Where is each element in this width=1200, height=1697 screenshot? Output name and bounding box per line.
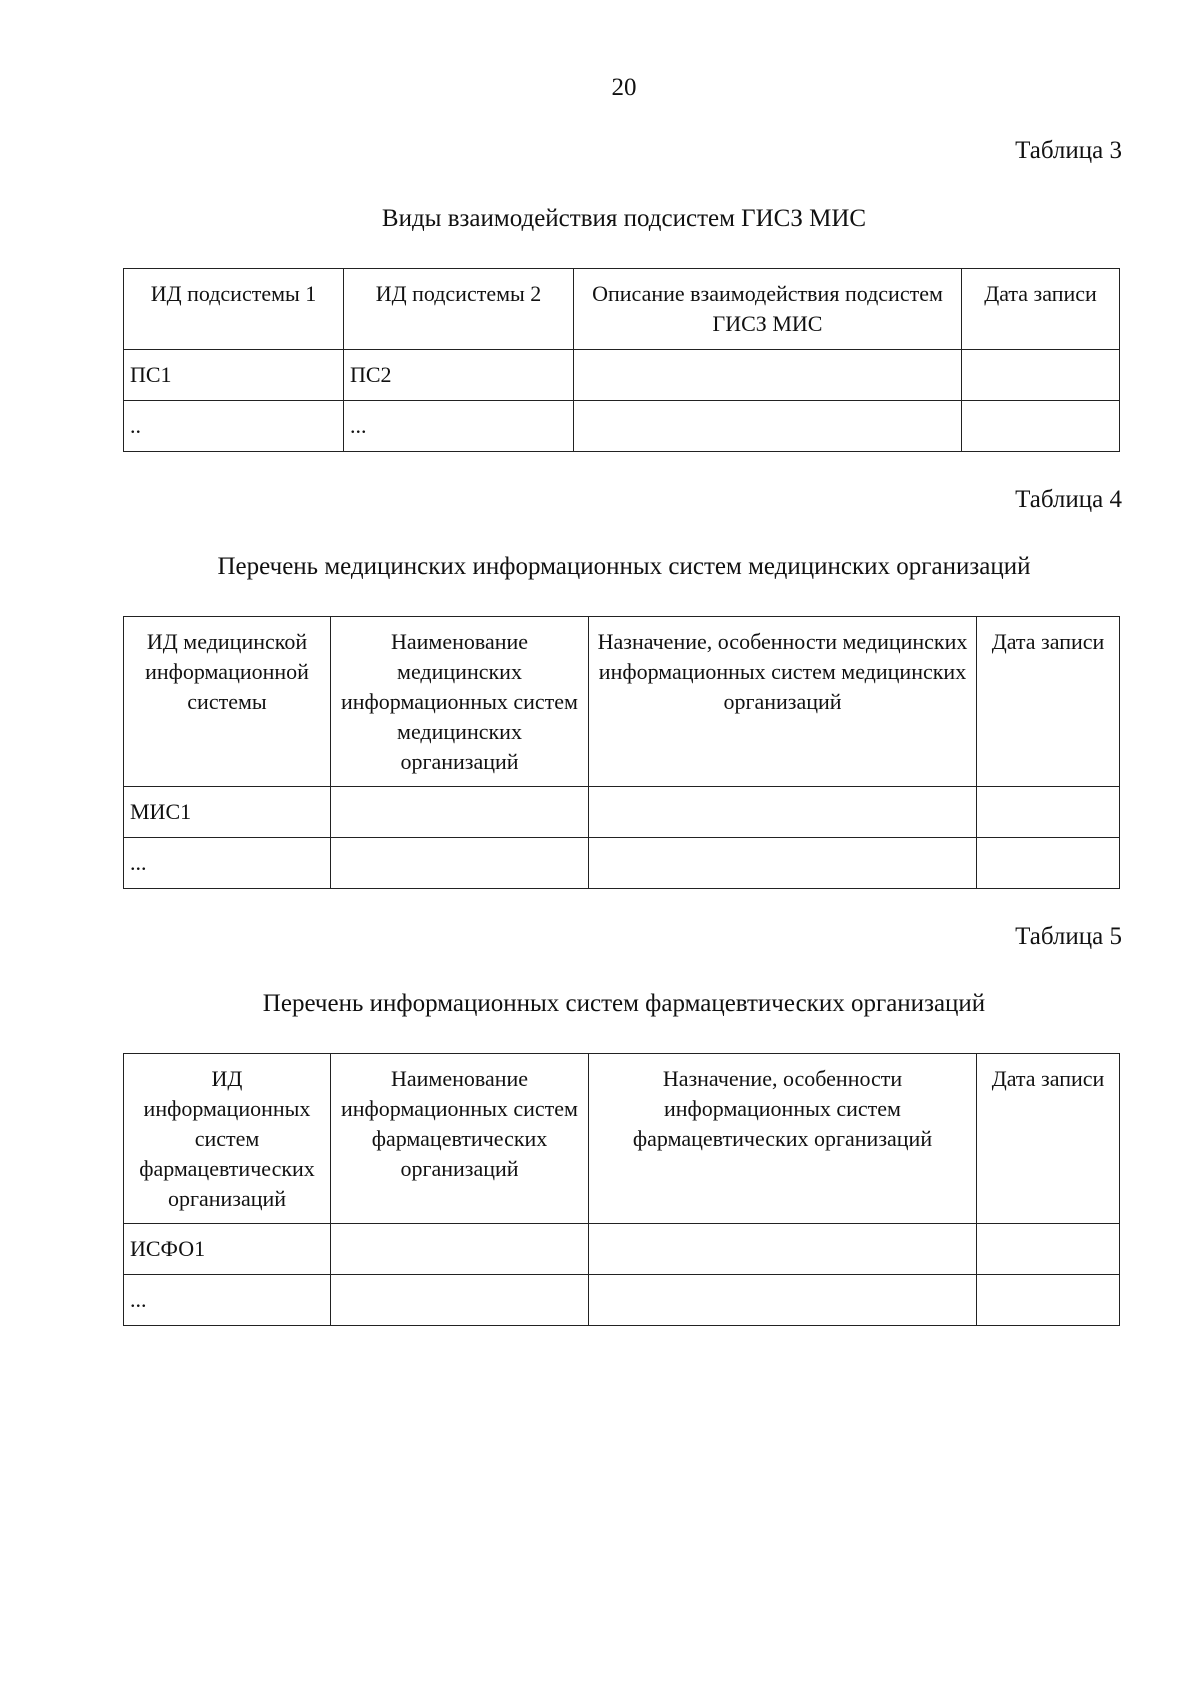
table-header-row bbox=[124, 617, 1120, 787]
table-cell: ... bbox=[344, 401, 574, 452]
column-header: Назначение, особенности информационных систем фармацевтических организаций bbox=[589, 1054, 977, 1224]
table-label: Таблица 5 bbox=[1015, 923, 1122, 950]
table-row bbox=[124, 1275, 1120, 1326]
column-header: ИД подсистемы 2 bbox=[344, 269, 574, 350]
column-header: Дата записи bbox=[962, 269, 1120, 350]
table-cell: ... bbox=[124, 1275, 331, 1326]
column-header: Описание взаимодействия подсистем ГИСЗ МИС bbox=[574, 269, 962, 350]
column-header: Дата записи bbox=[977, 1054, 1120, 1224]
interaction-types-table bbox=[123, 268, 1120, 452]
table-header-row bbox=[124, 269, 1120, 350]
table-cell: .. bbox=[124, 401, 344, 452]
column-header: ИД подсистемы 1 bbox=[124, 269, 344, 350]
table-cell bbox=[331, 1275, 589, 1326]
table-row bbox=[124, 401, 1120, 452]
column-header: ИД информационных систем фармацевтических организаций bbox=[124, 1054, 331, 1224]
table-row bbox=[124, 838, 1120, 889]
table-cell bbox=[331, 1224, 589, 1275]
table-cell bbox=[574, 401, 962, 452]
table-title: Перечень информационных систем фармацевтических организаций bbox=[262, 990, 986, 1017]
table-title: Виды взаимодействия подсистем ГИСЗ МИС bbox=[381, 205, 867, 232]
table-cell: МИС1 bbox=[124, 787, 331, 838]
table-cell bbox=[977, 1275, 1120, 1326]
table-cell: ПС1 bbox=[124, 350, 344, 401]
table-header-row bbox=[124, 1054, 1120, 1224]
table-cell bbox=[977, 787, 1120, 838]
table-cell bbox=[331, 838, 589, 889]
column-header: Наименование информационных систем фармацевтических организаций bbox=[331, 1054, 589, 1224]
table-row bbox=[124, 1224, 1120, 1275]
table-cell bbox=[574, 350, 962, 401]
table-title: Перечень медицинских информационных систем медицинских организаций bbox=[217, 553, 1031, 580]
table-row bbox=[124, 350, 1120, 401]
column-header: ИД медицинской информационной системы bbox=[124, 617, 331, 787]
table-cell bbox=[962, 401, 1120, 452]
table-label: Таблица 3 bbox=[1015, 137, 1122, 164]
table-label: Таблица 4 bbox=[1015, 486, 1122, 513]
pharmacy-info-systems-table bbox=[123, 1053, 1120, 1326]
table-cell bbox=[977, 838, 1120, 889]
table-cell bbox=[962, 350, 1120, 401]
table-cell bbox=[589, 1224, 977, 1275]
column-header: Дата записи bbox=[977, 617, 1120, 787]
table-cell bbox=[589, 838, 977, 889]
table-cell: ПС2 bbox=[344, 350, 574, 401]
table-cell bbox=[589, 1275, 977, 1326]
table-cell: ИСФО1 bbox=[124, 1224, 331, 1275]
table-row bbox=[124, 787, 1120, 838]
page-number: 20 bbox=[611, 74, 637, 101]
table-cell bbox=[589, 787, 977, 838]
table-cell: ... bbox=[124, 838, 331, 889]
table-cell bbox=[331, 787, 589, 838]
table-cell bbox=[977, 1224, 1120, 1275]
column-header: Назначение, особенности медицинских информационных систем медицинских организаций bbox=[589, 617, 977, 787]
medical-info-systems-table bbox=[123, 616, 1120, 889]
column-header: Наименование медицинских информационных систем медицинских организаций bbox=[331, 617, 589, 787]
